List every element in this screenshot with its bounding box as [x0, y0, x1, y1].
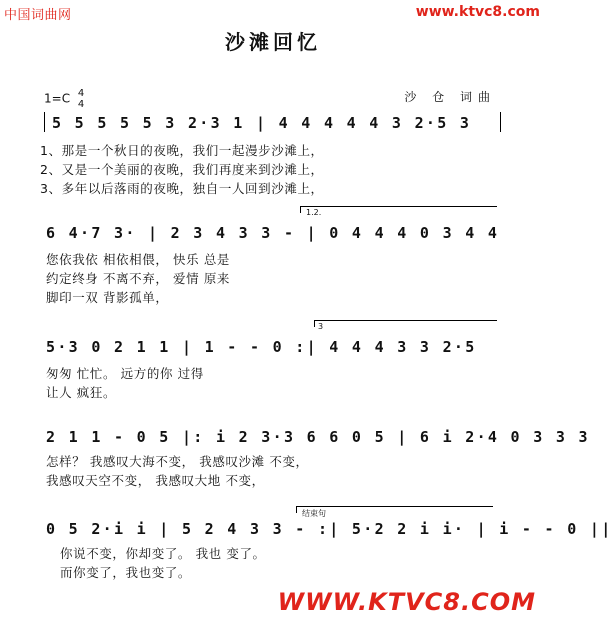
- notation-line-4: 2 1 1 - 0 5 |: i 2 3·3 6 6 0 5 | 6 i 2·4 0 3 3 3: [46, 428, 590, 446]
- key-signature: [44, 88, 84, 110]
- song-title: 沙滩回忆: [225, 30, 321, 54]
- lyric-line-4-verse-2: 我感叹天空不变， 我感叹大地 不变，: [46, 473, 265, 488]
- notation-line-5: 0 5 2·i i | 5 2 4 3 3 - :| 5·2 2 i i· | i - - 0 ||: [46, 520, 613, 538]
- lyric-line-5-verse-2: 而你变了，我也变了。: [60, 565, 192, 580]
- notation-line-3: 5·3 0 2 1 1 | 1 - - 0 :| 4 4 4 3 3 2·5: [46, 338, 477, 356]
- notation-line-1: 5 5 5 5 5 3 2·3 1 | 4 4 4 4 4 3 2·5 3: [52, 114, 472, 132]
- volta-mark-1-2: 1.2.: [306, 208, 322, 217]
- bar-line: [500, 112, 501, 132]
- lyric-line-2-verse-2: 约定终身 不离不弃， 爱情 原来: [46, 271, 231, 286]
- lyric-line-4-verse-1: 怎样？ 我感叹大海不变， 我感叹沙滩 不变，: [46, 454, 309, 469]
- ending-bracket: [296, 506, 493, 513]
- lyric-line-2-verse-3: 脚印一双 背影孤单，: [46, 290, 169, 305]
- lyric-line-1-verse-3: 3、多年以后落雨的夜晚，独自一人回到沙滩上，: [40, 181, 324, 196]
- lyric-line-5-verse-1: 你说不变，你却变了。 我也 变了。: [60, 546, 266, 561]
- notation-line-2: 6 4·7 3· | 2 3 4 3 3 - | 0 4 4 4 0 3 4 4: [46, 224, 500, 242]
- time-signature-bottom: 4: [77, 99, 85, 110]
- composer-credit: 沙 仓 词曲: [404, 90, 496, 104]
- volta-mark-3: 3: [318, 322, 324, 331]
- lyric-line-2-verse-1: 您依我依 相依相偎， 快乐 总是: [46, 252, 231, 267]
- time-signature-top: 4: [77, 88, 85, 99]
- ending-mark: 结束句: [302, 509, 326, 518]
- volta-bracket: [314, 320, 497, 327]
- site-watermark-top-left: 中国词曲网: [4, 8, 72, 23]
- site-watermark-bottom: WWW.KTVC8.COM: [277, 588, 536, 616]
- lyric-line-1-verse-2: 2、又是一个美丽的夜晚，我们再度来到沙滩上，: [40, 162, 324, 177]
- lyric-line-1-verse-1: 1、那是一个秋日的夜晚，我们一起漫步沙滩上，: [40, 143, 324, 158]
- volta-bracket: [300, 206, 497, 213]
- key-label: 1=C: [44, 91, 71, 106]
- site-watermark-top-right: www.ktvc8.com: [415, 4, 540, 20]
- time-signature: [78, 88, 84, 110]
- bar-line: [44, 112, 45, 132]
- lyric-line-3-verse-2: 让人 疯狂。: [46, 385, 117, 400]
- lyric-line-3-verse-1: 匆匆 忙忙。 远方的你 过得: [46, 366, 204, 381]
